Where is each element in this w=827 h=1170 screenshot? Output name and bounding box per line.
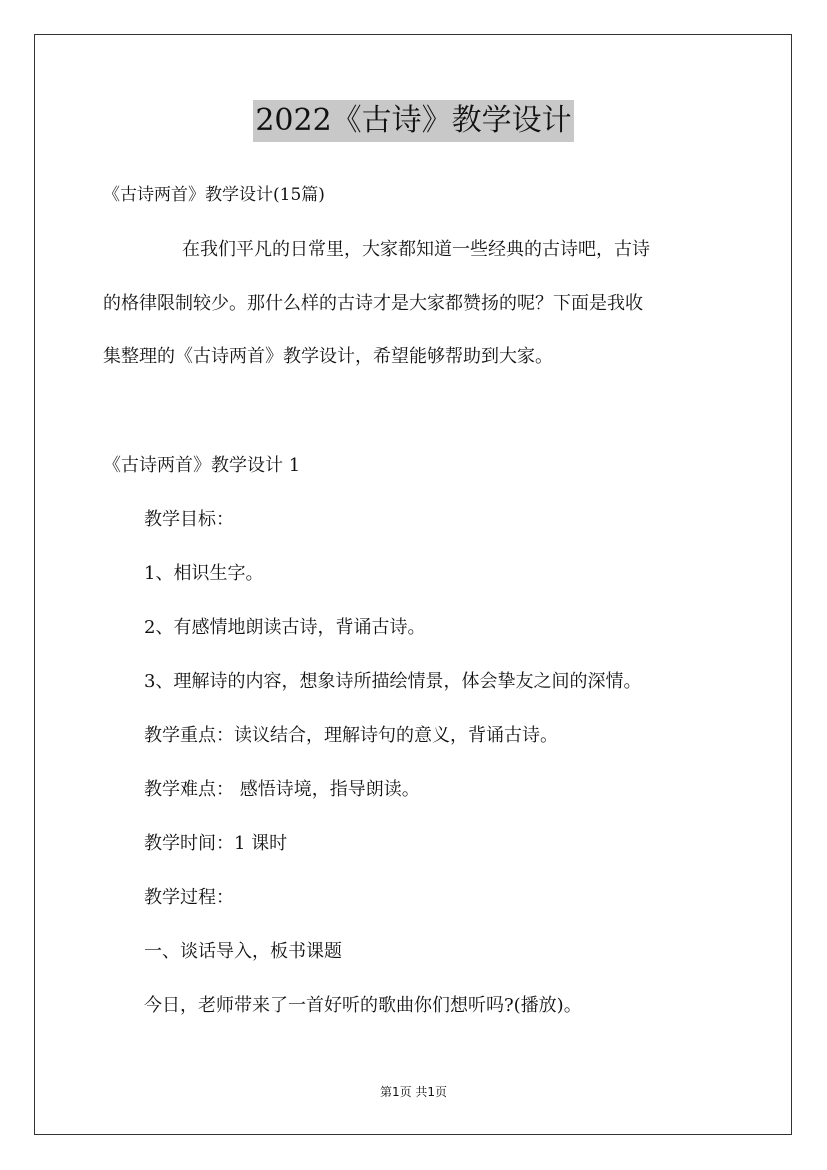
intro-line-3: 集整理的《古诗两首》教学设计，希望能够帮助到大家。: [103, 346, 553, 367]
teaching-difficulty: 教学难点： 感悟诗境，指导朗读。: [144, 779, 420, 800]
document-title: 2022《古诗》教学设计: [253, 100, 573, 142]
title-container: [0, 100, 827, 142]
teaching-process-label: 教学过程：: [144, 887, 234, 908]
intro-line-2: 的格律限制较少。那什么样的古诗才是大家都赞扬的呢？下面是我收: [103, 293, 643, 314]
goal-item-1: 1、相识生字。: [144, 563, 264, 584]
intro-line-1: 在我们平凡的日常里，大家都知道一些经典的古诗吧，古诗: [182, 239, 650, 260]
goal-item-3: 3、理解诗的内容，想象诗所描绘情景，体会挚友之间的深情。: [144, 671, 642, 692]
page-footer: 第1页 共1页: [379, 1085, 448, 1099]
teaching-goals-label: 教学目标：: [144, 509, 234, 530]
section-heading: 《古诗两首》教学设计 1: [103, 455, 301, 476]
process-step-1: 一、谈话导入，板书课题: [144, 941, 342, 962]
teaching-time: 教学时间：1 课时: [144, 833, 288, 854]
document-heading: 《古诗两首》教学设计(15篇): [103, 185, 325, 205]
goal-item-2: 2、有感情地朗读古诗，背诵古诗。: [144, 617, 426, 638]
process-step-1-text: 今日，老师带来了一首好听的歌曲你们想听吗?(播放)。: [144, 995, 582, 1016]
teaching-focus: 教学重点：读议结合，理解诗句的意义，背诵古诗。: [144, 725, 558, 746]
